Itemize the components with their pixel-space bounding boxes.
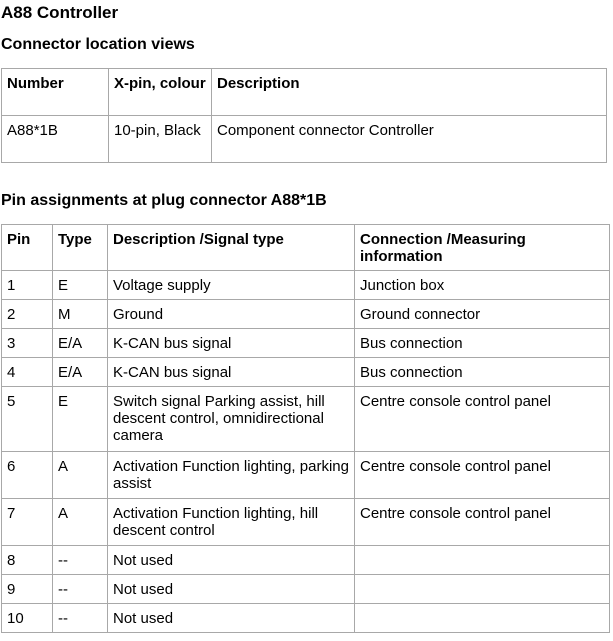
pin-connection	[355, 604, 610, 633]
pin-number: 6	[2, 452, 53, 499]
pin-description: Not used	[108, 604, 355, 633]
pin-connection: Ground connector	[355, 300, 610, 329]
table-row	[2, 329, 610, 358]
pin-connection: Centre console control panel	[355, 452, 610, 499]
column-header-signal-description: Description /Signal type	[108, 225, 355, 271]
column-header-connection: Connection /Measuring information	[355, 225, 610, 271]
pin-connection: Junction box	[355, 271, 610, 300]
pin-connection: Centre console control panel	[355, 387, 610, 452]
table-row	[2, 499, 610, 546]
table-row	[2, 358, 610, 387]
pin-number: 10	[2, 604, 53, 633]
pin-description: Ground	[108, 300, 355, 329]
pin-type: E	[53, 387, 108, 452]
table-row	[2, 116, 607, 163]
pin-number: 3	[2, 329, 53, 358]
table-header-row	[2, 225, 610, 271]
pin-connection	[355, 546, 610, 575]
pin-number: 9	[2, 575, 53, 604]
pin-number: 4	[2, 358, 53, 387]
pin-type: E	[53, 271, 108, 300]
pin-number: 5	[2, 387, 53, 452]
table-row	[2, 387, 610, 452]
column-header-pin: Pin	[2, 225, 53, 271]
pin-description: Not used	[108, 575, 355, 604]
connector-location-table	[1, 68, 607, 163]
pin-connection: Bus connection	[355, 329, 610, 358]
column-header-xpin-colour: X-pin, colour	[109, 69, 212, 116]
table-row	[2, 604, 610, 633]
pin-type: E/A	[53, 358, 108, 387]
pin-description: Activation Function lighting, parking assist	[108, 452, 355, 499]
pin-type: --	[53, 604, 108, 633]
pin-description: Activation Function lighting, hill descent control	[108, 499, 355, 546]
connector-location-heading: Connector location views	[1, 36, 195, 53]
pin-number: 1	[2, 271, 53, 300]
connector-xpin-colour: 10-pin, Black	[109, 116, 212, 163]
column-header-description: Description	[212, 69, 607, 116]
pin-description: Switch signal Parking assist, hill descent control, omnidirectional camera	[108, 387, 355, 452]
pin-assignments-table	[1, 224, 610, 633]
pin-assignments-heading: Pin assignments at plug connector A88*1B	[1, 192, 327, 209]
page-title: A88 Controller	[1, 3, 119, 22]
pin-number: 2	[2, 300, 53, 329]
pin-type: A	[53, 499, 108, 546]
pin-description: Voltage supply	[108, 271, 355, 300]
table-row	[2, 300, 610, 329]
table-row	[2, 546, 610, 575]
table-header-row	[2, 69, 607, 116]
pin-connection: Bus connection	[355, 358, 610, 387]
table-row	[2, 271, 610, 300]
pin-description: K-CAN bus signal	[108, 358, 355, 387]
pin-connection	[355, 575, 610, 604]
pin-number: 7	[2, 499, 53, 546]
table-row	[2, 452, 610, 499]
pin-type: M	[53, 300, 108, 329]
table-row	[2, 575, 610, 604]
pin-number: 8	[2, 546, 53, 575]
connector-description: Component connector Controller	[212, 116, 607, 163]
pin-description: Not used	[108, 546, 355, 575]
pin-connection: Centre console control panel	[355, 499, 610, 546]
pin-type: E/A	[53, 329, 108, 358]
pin-type: --	[53, 546, 108, 575]
pin-description: K-CAN bus signal	[108, 329, 355, 358]
column-header-number: Number	[2, 69, 109, 116]
connector-number: A88*1B	[2, 116, 109, 163]
column-header-type: Type	[53, 225, 108, 271]
pin-type: --	[53, 575, 108, 604]
pin-type: A	[53, 452, 108, 499]
